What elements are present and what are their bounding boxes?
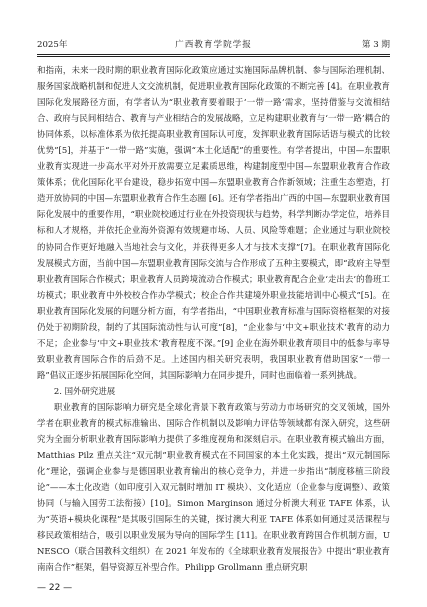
header-rule-thick: [37, 54, 390, 55]
running-header: [37, 38, 390, 52]
header-year: 2025年: [37, 40, 68, 50]
header-rule-thin: [37, 56, 390, 57]
paragraph-domestic-research: 和指南，未来一段时期的职业教育国际化政策应通过实施国际品牌机制、参与国际治理机制、服务国家战略机制和促进人文交流机制，促进职业教育国际化政策的不断完善 [4]。在职业教育国际化发展路径方面，有学者认为“职业教育要着眼于‘一带一路’需求，坚持借鉴与交流相结合、政府与民间相结合、教育与产业相结合的发展战略，立足构建职业教育与‘一带一路’耦合的协同体系，以标准体系为依托提高职业教育国际认可度，发挥职业教育国际话语与模式的比较优势”[5]，并基于“一带一路”实施，强调“本土化适配”的重要性。有学者提出，中国—东盟职业教育实现进一步高水平对外开放需要立足素质思维，构建制度型中国—东盟职业教育合作政策体系；优化国际化平台建设，稳步拓宽中国—东盟职业教育合作新领域；注重生态塑造，打造开放协同的中国—东盟职业教育合作生态圈 [6]。还有学者指出广西的中国—东盟职业教育国际化发展中的重要作用，“职业院校通过行业在外投资现状与趋势，科学判断办学定位，培养目标和人才规格，并依托企业海外资源有效规避市场、人员、风险等难题；企业通过与职业院校的协同合作更好地融入当地社会与文化，并获得更多人才与技术支撑”[7]。在职业教育国际化发展模式方面，当前中国—东盟职业教育国际交流与合作形成了五种主要模式，即“政府主导型职业教育国际合作模式；职业教育人员跨境流动合作模式；职业教育配合企业‘走出去’的鲁班工坊模式；职业教育中外校校合作办学模式；校企合作共建境外职业技能培训中心模式”[5]。在职业教育国际化发展的问题分析方面，有学者指出，“中国职业教育标准与国际资格框架的对接仍处于初期阶段，制约了其国际流动性与认可度”[8]，“企业参与‘中文+职业技术’教育的动力不足；企业参与‘中文+职业技术’教育程度不深。”[9] 企业在海外职业教育项目中的低参与率导致职业教育国际合作的后劲不足。上述国内相关研究表明，我国职业教育借助国家“一带一路”倡议正逐步拓展国际化空间，其国际影响力在同步提升，同时也面临着一系列挑战。: [37, 65, 390, 380]
section-heading-foreign-research: 2. 国外研究进展: [53, 385, 116, 396]
header-journal-title: 广西教育学院学报: [175, 40, 252, 50]
article-body: [37, 62, 390, 576]
header-issue: 第 3 期: [361, 40, 390, 50]
paragraph-foreign-research: 职业教育的国际影响力研究是全球化背景下教育政策与劳动力市场研究的交叉领域，国外学者在职业教育的模式标准输出、国际合作机制以及影响力评估等领域都有深入研究，这些研究为全面分析职业教育国际影响力提供了多维度视角和深刻启示。在职业教育模式输出方面，Matthias Pilz 重点关注“双元制”职业教育模式在不同国家的本土化实践，提出“双元制国际化”理论，强调企业参与是德国职业教育输出的核心竞争力，并进一步指出“制度移植三阶段论”——本土化改造（如印度引入双元制时增加 IT 模块）、文化适应（企业参与度调整）、政策协同（与输入国劳工法衔接）[10]。Simon Marginson 通过分析澳大利亚 TAFE 体系，认为“英语+模块化课程”是其吸引国际生的关键，探讨澳大利亚 TAFE 体系如何通过灵活课程与移民政策相结合，吸引以职业发展为导向的国际学生 [11]。在职业教育跨国合作机制方面，UNESCO（联合国教科文组织）在 2021 年发布的《全球职业教育发展报告》中提出“职业教育南南合作”框架，倡导资源互补型合作。Philipp Grollmann 重点研究职: [37, 401, 390, 573]
page-number: — 22 —: [37, 583, 73, 593]
